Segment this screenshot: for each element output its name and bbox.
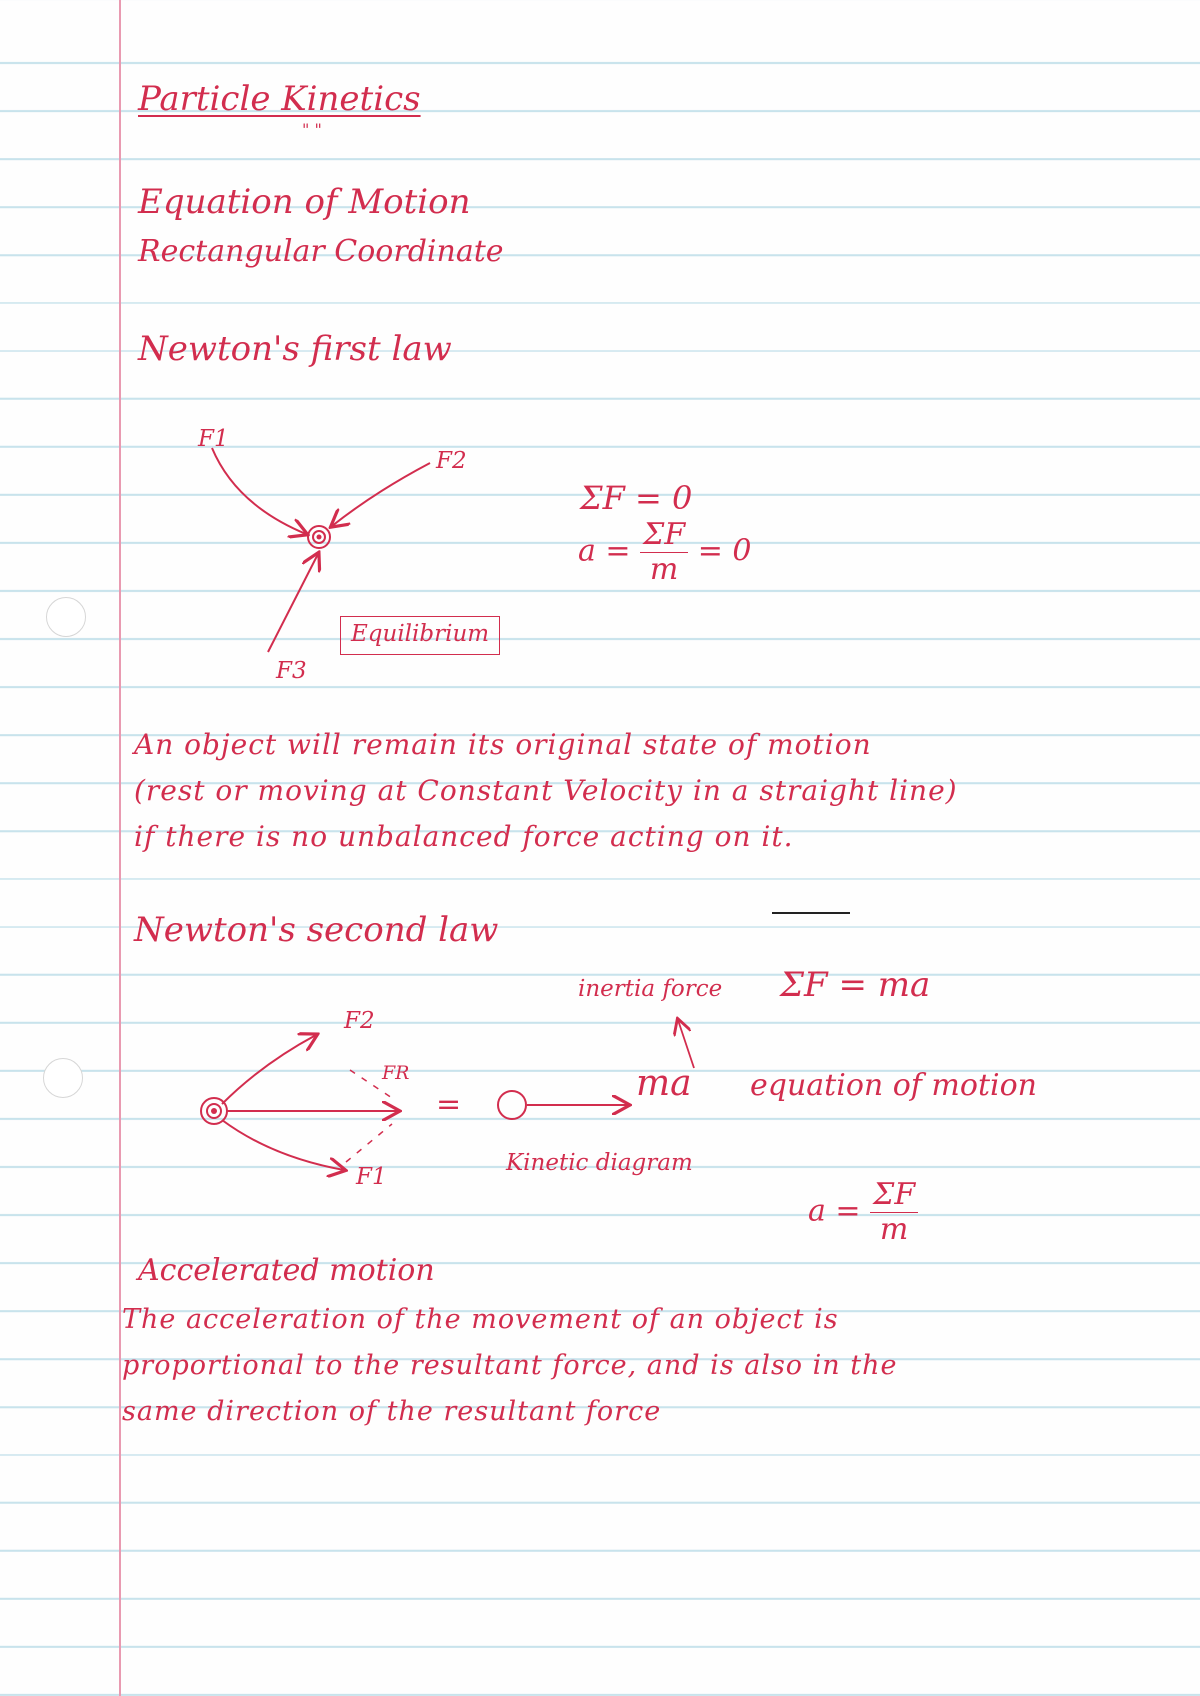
- first-law-statement-line3: if there is no unbalanced force acting on it.: [134, 820, 794, 853]
- inertia-pointer: [678, 1020, 694, 1068]
- equation-of-motion-label: equation of motion: [750, 1068, 1037, 1103]
- kinetic-particle: [498, 1091, 526, 1119]
- f1-arrow-second: [222, 1120, 344, 1170]
- title-marks: " ": [302, 120, 322, 139]
- accelerated-statement-line2: proportional to the resultant force, and is also in the: [122, 1350, 898, 1381]
- equals-sign: =: [436, 1087, 462, 1122]
- second-law-acceleration: a = $\frac{\Sigma F}{m}$: [808, 1180, 918, 1245]
- sum-force-zero: ΣF = 0: [580, 479, 693, 517]
- fr-dashed-f1: [346, 1124, 392, 1162]
- first-law-statement-line2: (rest or moving at Constant Velocity in a straight line): [134, 774, 958, 807]
- first-law-statement-line1: An object will remain its original state of motion: [134, 728, 872, 761]
- kinetic-diagram-label: Kinetic diagram: [506, 1150, 693, 1176]
- accelerated-statement-line3: same direction of the resultant force: [122, 1396, 662, 1427]
- ma-label: ma: [636, 1063, 692, 1104]
- heading-rectangular-coordinate: Rectangular Coordinate: [138, 234, 504, 269]
- f2-label: F2: [436, 448, 467, 474]
- f1-label-second: F1: [356, 1164, 387, 1190]
- accelerated-motion-heading: Accelerated motion: [138, 1253, 435, 1288]
- sum-force-equals-ma: ΣF = ma: [780, 965, 931, 1005]
- f2-label-second: F2: [344, 1008, 375, 1034]
- accelerated-statement-line1: The acceleration of the movement of an object is: [122, 1304, 839, 1335]
- f3-label: F3: [276, 658, 307, 684]
- first-law-acceleration: a = $\frac{\Sigma F}{m}$ = 0: [578, 517, 752, 587]
- page-title: Particle Kinetics: [138, 79, 421, 119]
- fr-label: FR: [382, 1062, 410, 1084]
- f1-label: F1: [198, 426, 229, 452]
- heading-equation-of-motion: Equation of Motion: [138, 182, 471, 222]
- equilibrium-box: Equilibrium: [340, 616, 500, 655]
- first-law-heading: Newton's first law: [138, 329, 452, 369]
- second-law-heading: Newton's second law: [134, 910, 499, 950]
- inertia-force-label: inertia force: [578, 976, 723, 1002]
- f2-arrow-second: [222, 1035, 316, 1104]
